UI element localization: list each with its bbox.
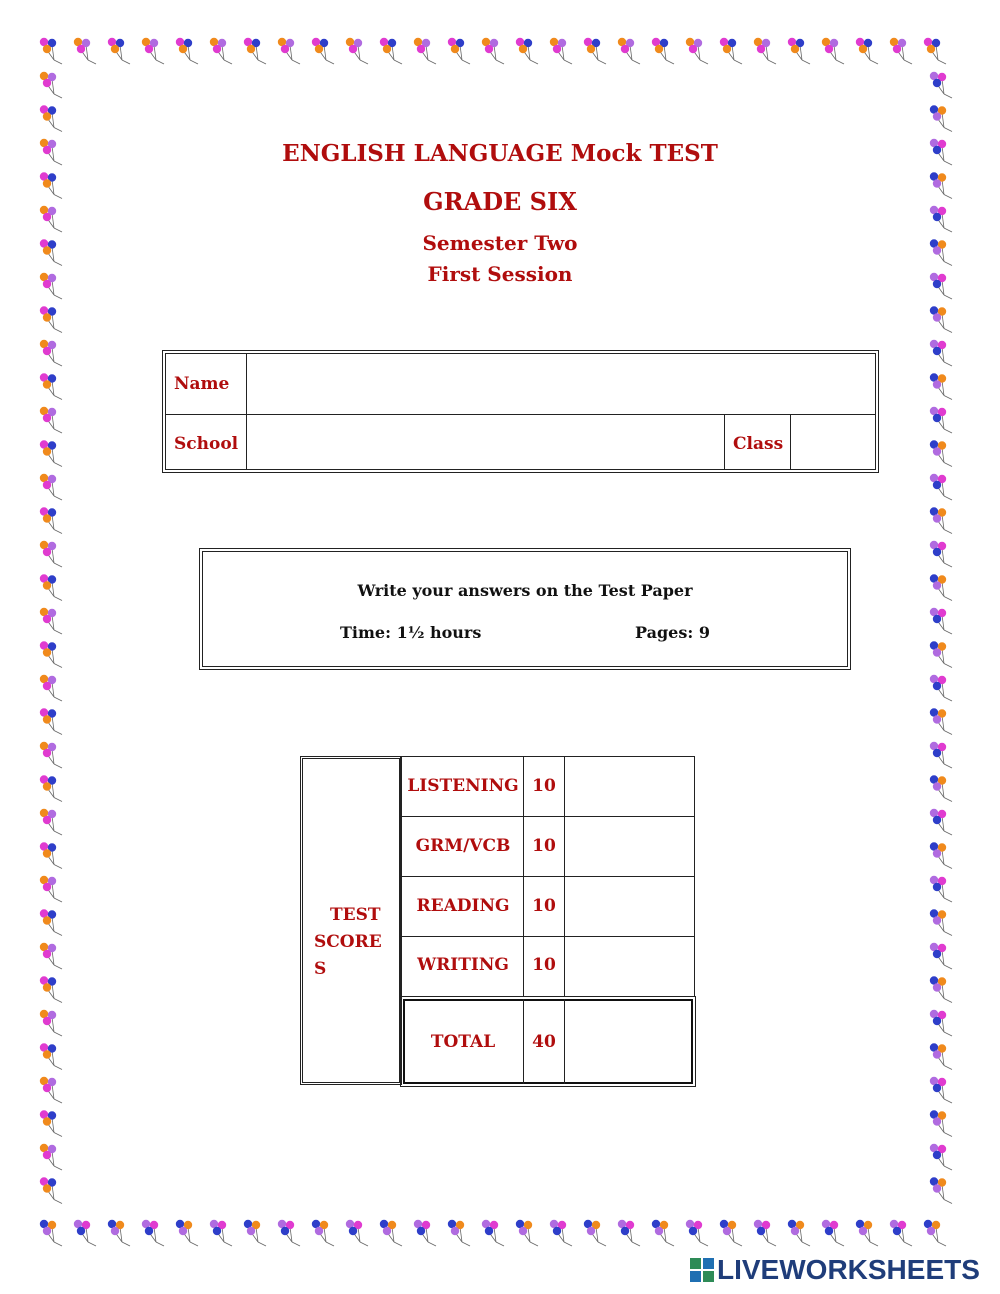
balloon-icon xyxy=(142,38,164,64)
total-max: 40 xyxy=(532,1032,556,1052)
school-label: School xyxy=(174,434,239,454)
score-max-listening: 10 xyxy=(532,776,556,796)
balloon-icon xyxy=(930,340,952,366)
balloon-icon xyxy=(74,1220,96,1246)
instructions-line: Write your answers on the Test Paper xyxy=(357,581,693,600)
balloon-icon xyxy=(482,1220,504,1246)
page-count: Pages: 9 xyxy=(635,623,710,642)
balloon-icon xyxy=(40,306,62,332)
balloon-icon xyxy=(40,105,62,131)
balloon-icon xyxy=(856,38,878,64)
liveworksheets-icon xyxy=(690,1258,714,1282)
balloon-icon xyxy=(930,976,952,1002)
balloon-icon xyxy=(822,1220,844,1246)
score-max-reading: 10 xyxy=(532,896,556,916)
balloon-icon xyxy=(40,407,62,433)
score-max-grammar-vocab: 10 xyxy=(532,836,556,856)
balloon-icon xyxy=(822,38,844,64)
instructions-box xyxy=(199,548,851,670)
balloon-icon xyxy=(550,1220,572,1246)
balloon-icon xyxy=(930,574,952,600)
balloon-icon xyxy=(924,1220,946,1246)
student-info-table xyxy=(162,350,879,473)
balloon-icon xyxy=(516,1220,538,1246)
page-title: ENGLISH LANGUAGE Mock TEST xyxy=(282,140,718,167)
balloon-icon xyxy=(244,1220,266,1246)
balloon-icon xyxy=(930,507,952,533)
balloon-icon xyxy=(346,38,368,64)
liveworksheets-logo xyxy=(690,1254,980,1286)
balloon-icon xyxy=(40,541,62,567)
balloon-icon xyxy=(448,38,470,64)
balloon-icon xyxy=(414,38,436,64)
balloon-icon xyxy=(40,708,62,734)
balloon-icon xyxy=(618,38,640,64)
balloon-icon xyxy=(584,38,606,64)
balloon-icon xyxy=(930,708,952,734)
balloon-icon xyxy=(40,809,62,835)
balloon-icon xyxy=(40,876,62,902)
balloon-icon xyxy=(380,38,402,64)
school-field[interactable] xyxy=(248,416,722,470)
balloon-icon xyxy=(278,38,300,64)
balloon-icon xyxy=(930,675,952,701)
balloon-icon xyxy=(210,38,232,64)
balloon-icon xyxy=(142,1220,164,1246)
score-row-reading: READING xyxy=(416,896,510,916)
balloon-icon xyxy=(40,38,62,64)
balloon-icon xyxy=(788,38,810,64)
balloon-icon xyxy=(930,775,952,801)
scores-table xyxy=(300,756,696,1087)
balloon-icon xyxy=(930,943,952,969)
balloon-icon xyxy=(40,1043,62,1069)
score-row-grammar-vocab: GRM/VCB xyxy=(415,836,511,856)
balloon-icon xyxy=(448,1220,470,1246)
balloon-icon xyxy=(930,474,952,500)
balloon-icon xyxy=(754,38,776,64)
balloon-icon xyxy=(40,1177,62,1203)
score-row-writing: WRITING xyxy=(417,955,509,975)
balloon-icon xyxy=(720,1220,742,1246)
balloon-icon xyxy=(930,407,952,433)
class-label: Class xyxy=(733,434,784,454)
balloon-icon xyxy=(550,38,572,64)
balloon-icon xyxy=(40,675,62,701)
balloon-icon xyxy=(40,474,62,500)
balloon-icon xyxy=(108,1220,130,1246)
balloon-icon xyxy=(720,38,742,64)
test-scores-label: TEST SCORE S xyxy=(314,905,382,979)
balloon-icon xyxy=(40,909,62,935)
balloon-icon xyxy=(890,1220,912,1246)
name-field[interactable] xyxy=(248,356,873,412)
balloon-icon xyxy=(40,742,62,768)
balloon-icon xyxy=(40,842,62,868)
score-field-grammar-vocab[interactable] xyxy=(566,818,692,874)
score-row-listening: LISTENING xyxy=(407,776,519,796)
balloon-icon xyxy=(40,641,62,667)
balloon-icon xyxy=(210,1220,232,1246)
balloon-icon xyxy=(244,38,266,64)
balloon-icon xyxy=(482,38,504,64)
balloon-icon xyxy=(40,1010,62,1036)
balloon-icon xyxy=(312,1220,334,1246)
time-allowed: Time: 1½ hours xyxy=(340,623,482,642)
balloon-icon xyxy=(40,976,62,1002)
score-field-reading[interactable] xyxy=(566,878,692,934)
balloon-icon xyxy=(40,507,62,533)
balloon-icon xyxy=(652,1220,674,1246)
balloon-icon xyxy=(40,1220,62,1246)
balloon-icon xyxy=(930,105,952,131)
balloon-icon xyxy=(312,38,334,64)
balloon-icon xyxy=(40,1110,62,1136)
balloon-icon xyxy=(346,1220,368,1246)
balloon-icon xyxy=(930,1043,952,1069)
balloon-icon xyxy=(930,72,952,98)
balloon-icon xyxy=(930,440,952,466)
balloon-icon xyxy=(686,38,708,64)
balloon-icon xyxy=(176,38,198,64)
balloon-icon xyxy=(278,1220,300,1246)
balloon-icon xyxy=(890,38,912,64)
balloon-icon xyxy=(930,1110,952,1136)
liveworksheets-wordmark: LIVEWORKSHEETS xyxy=(717,1254,980,1285)
balloon-icon xyxy=(930,306,952,332)
balloon-icon xyxy=(380,1220,402,1246)
balloon-icon xyxy=(40,340,62,366)
balloon-icon xyxy=(40,775,62,801)
score-field-listening[interactable] xyxy=(566,758,692,814)
balloon-icon xyxy=(924,38,946,64)
balloon-icon xyxy=(40,1077,62,1103)
session-heading: First Session xyxy=(427,262,573,286)
balloon-icon xyxy=(516,38,538,64)
balloon-icon xyxy=(930,541,952,567)
balloon-icon xyxy=(930,809,952,835)
balloon-icon xyxy=(40,574,62,600)
total-label: TOTAL xyxy=(430,1032,496,1052)
balloon-icon xyxy=(930,909,952,935)
grade-heading: GRADE SIX xyxy=(423,187,577,216)
balloon-icon xyxy=(176,1220,198,1246)
balloon-icon xyxy=(652,38,674,64)
balloon-icon xyxy=(584,1220,606,1246)
class-field[interactable] xyxy=(792,416,873,470)
balloon-icon xyxy=(930,1144,952,1170)
balloon-icon xyxy=(74,38,96,64)
balloon-icon xyxy=(930,1177,952,1203)
name-label: Name xyxy=(174,374,230,394)
balloon-icon xyxy=(788,1220,810,1246)
balloon-icon xyxy=(930,1077,952,1103)
balloon-icon xyxy=(930,1010,952,1036)
balloon-icon xyxy=(40,373,62,399)
balloon-icon xyxy=(40,440,62,466)
balloon-icon xyxy=(930,608,952,634)
balloon-icon xyxy=(108,38,130,64)
balloon-icon xyxy=(686,1220,708,1246)
total-score-field[interactable] xyxy=(566,1002,690,1082)
balloon-icon xyxy=(930,842,952,868)
balloon-icon xyxy=(930,742,952,768)
semester-heading: Semester Two xyxy=(422,231,578,255)
balloon-icon xyxy=(618,1220,640,1246)
score-max-writing: 10 xyxy=(532,955,556,975)
balloon-icon xyxy=(930,876,952,902)
balloon-icon xyxy=(754,1220,776,1246)
balloon-icon xyxy=(930,641,952,667)
balloon-icon xyxy=(40,943,62,969)
score-field-writing[interactable] xyxy=(566,938,692,994)
balloon-icon xyxy=(414,1220,436,1246)
balloon-icon xyxy=(40,608,62,634)
balloon-icon xyxy=(40,1144,62,1170)
balloon-icon xyxy=(40,72,62,98)
balloon-icon xyxy=(930,373,952,399)
balloon-icon xyxy=(856,1220,878,1246)
